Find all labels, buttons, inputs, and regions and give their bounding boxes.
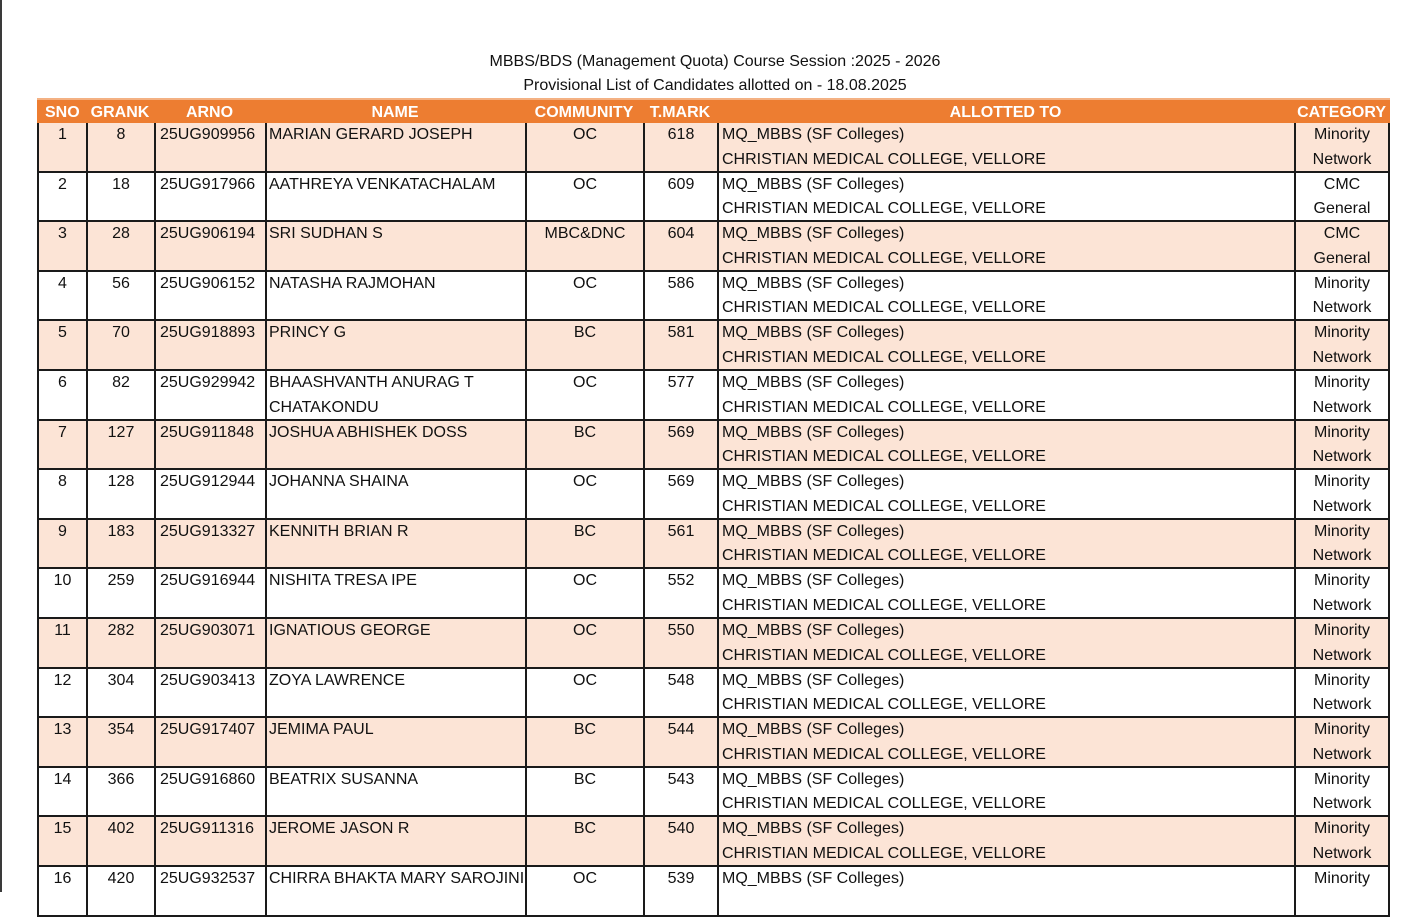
category-line2: Network xyxy=(1312,348,1372,366)
category-line2: Network xyxy=(1312,299,1372,317)
category-line1: Minority xyxy=(1313,324,1370,342)
cell-arno: 25UG916944 xyxy=(154,569,265,617)
table-row xyxy=(37,371,1390,421)
allotted-college: CHRISTIAN MEDICAL COLLEGE, VELLORE xyxy=(722,150,1046,168)
cell-grank: 18 xyxy=(86,173,154,221)
cell-community: BC xyxy=(525,520,643,568)
cell-community: OC xyxy=(525,272,643,320)
cell-sno: 1 xyxy=(37,123,86,171)
allotted-course: MQ_MBBS (SF Colleges) xyxy=(722,423,905,441)
cell-tmark: 544 xyxy=(643,718,717,766)
cell-community: OC xyxy=(525,867,643,915)
category-line1: Minority xyxy=(1313,274,1370,292)
cell-name: IGNATIOUS GEORGE xyxy=(265,619,525,667)
table-row xyxy=(37,272,1390,322)
category-line2: Network xyxy=(1312,596,1372,614)
cell-arno: 25UG913327 xyxy=(154,520,265,568)
category-line2: Network xyxy=(1312,448,1372,466)
cell-arno: 25UG903413 xyxy=(154,669,265,717)
category-line1: Minority xyxy=(1313,522,1370,540)
column-header-allotted-to: ALLOTTED TO xyxy=(949,104,1062,121)
column-header-name: NAME xyxy=(371,104,419,121)
cell-allotted-to xyxy=(717,421,1294,469)
cell-category xyxy=(1294,470,1390,518)
allotted-course: MQ_MBBS (SF Colleges) xyxy=(722,621,905,639)
allotted-college: CHRISTIAN MEDICAL COLLEGE, VELLORE xyxy=(722,596,1046,614)
allotted-course: MQ_MBBS (SF Colleges) xyxy=(722,820,905,838)
cell-community: OC xyxy=(525,669,643,717)
cell-sno: 4 xyxy=(37,272,86,320)
cell-allotted-to xyxy=(717,321,1294,369)
cell-community: BC xyxy=(525,817,643,865)
table-row xyxy=(37,321,1390,371)
category-line1: Minority xyxy=(1313,126,1370,143)
cell-arno: 25UG916860 xyxy=(154,768,265,816)
allotment-table xyxy=(37,98,1390,917)
allotted-college: CHRISTIAN MEDICAL COLLEGE, VELLORE xyxy=(722,348,1046,366)
cell-tmark: 577 xyxy=(643,371,717,419)
cell-arno: 25UG917966 xyxy=(154,173,265,221)
cell-grank: 354 xyxy=(86,718,154,766)
cell-category xyxy=(1294,718,1390,766)
table-body xyxy=(37,123,1390,917)
cell-grank: 127 xyxy=(86,421,154,469)
cell-tmark: 539 xyxy=(643,867,717,915)
document-subtitle: Provisional List of Candidates allotted on - 18.08.2025 xyxy=(523,77,907,94)
category-line1: Minority xyxy=(1313,373,1370,391)
cell-arno: 25UG906194 xyxy=(154,222,265,270)
cell-name: JOHANNA SHAINA xyxy=(265,470,525,518)
allotted-college: CHRISTIAN MEDICAL COLLEGE, VELLORE xyxy=(722,299,1046,317)
cell-allotted-to xyxy=(717,619,1294,667)
cell-grank: 420 xyxy=(86,867,154,915)
cell-sno: 16 xyxy=(37,867,86,915)
cell-arno: 25UG917407 xyxy=(154,718,265,766)
cell-grank: 304 xyxy=(86,669,154,717)
cell-arno: 25UG912944 xyxy=(154,470,265,518)
allotted-college: CHRISTIAN MEDICAL COLLEGE, VELLORE xyxy=(722,398,1046,416)
cell-community: OC xyxy=(525,123,643,171)
cell-category xyxy=(1294,222,1390,270)
allotted-course: MQ_MBBS (SF Colleges) xyxy=(722,473,905,491)
cell-community: BC xyxy=(525,768,643,816)
document-title: MBBS/BDS (Management Quota) Course Session :2025 - 2026 xyxy=(489,53,941,70)
category-line1: Minority xyxy=(1313,473,1370,491)
category-line2: General xyxy=(1313,200,1371,218)
cell-grank: 70 xyxy=(86,321,154,369)
cell-tmark: 604 xyxy=(643,222,717,270)
cell-arno: 25UG911316 xyxy=(154,817,265,865)
cell-sno: 11 xyxy=(37,619,86,667)
cell-grank: 402 xyxy=(86,817,154,865)
cell-arno: 25UG932537 xyxy=(154,867,265,915)
category-line2: Network xyxy=(1312,150,1372,168)
table-row xyxy=(37,222,1390,272)
table-row xyxy=(37,768,1390,818)
allotted-college: CHRISTIAN MEDICAL COLLEGE, VELLORE xyxy=(722,844,1046,862)
table-row xyxy=(37,619,1390,669)
cell-community: OC xyxy=(525,470,643,518)
cell-allotted-to xyxy=(717,768,1294,816)
cell-grank: 183 xyxy=(86,520,154,568)
column-header-arno: ARNO xyxy=(185,104,234,121)
category-line2: Network xyxy=(1312,497,1372,515)
cell-tmark: 561 xyxy=(643,520,717,568)
table-row xyxy=(37,173,1390,223)
table-row xyxy=(37,520,1390,570)
category-line1: Minority xyxy=(1313,671,1370,689)
cell-grank: 8 xyxy=(86,123,154,171)
cell-arno: 25UG909956 xyxy=(154,123,265,171)
cell-category xyxy=(1294,321,1390,369)
cell-sno: 2 xyxy=(37,173,86,221)
cell-community: MBC&DNC xyxy=(525,222,643,270)
cell-arno: 25UG911848 xyxy=(154,421,265,469)
cell-name: AATHREYA VENKATACHALAM xyxy=(265,173,525,221)
cell-allotted-to xyxy=(717,817,1294,865)
cell-name: ZOYA LAWRENCE xyxy=(265,669,525,717)
allotted-college: CHRISTIAN MEDICAL COLLEGE, VELLORE xyxy=(722,249,1046,267)
table-row xyxy=(37,718,1390,768)
cell-name: BHAASHVANTH ANURAG T CHATAKONDU xyxy=(265,371,525,419)
cell-category xyxy=(1294,669,1390,717)
cell-name: JOSHUA ABHISHEK DOSS xyxy=(265,421,525,469)
cell-sno: 3 xyxy=(37,222,86,270)
cell-category xyxy=(1294,867,1390,915)
cell-sno: 8 xyxy=(37,470,86,518)
cell-allotted-to xyxy=(717,470,1294,518)
cell-allotted-to xyxy=(717,569,1294,617)
category-line1: Minority xyxy=(1313,572,1370,590)
category-line1: CMC xyxy=(1323,175,1361,193)
cell-allotted-to xyxy=(717,123,1294,171)
cell-allotted-to xyxy=(717,371,1294,419)
cell-community: BC xyxy=(525,718,643,766)
cell-name: NATASHA RAJMOHAN xyxy=(265,272,525,320)
cell-grank: 28 xyxy=(86,222,154,270)
cell-tmark: 609 xyxy=(643,173,717,221)
cell-name: PRINCY G xyxy=(265,321,525,369)
cell-sno: 9 xyxy=(37,520,86,568)
cell-community: BC xyxy=(525,421,643,469)
cell-allotted-to xyxy=(717,272,1294,320)
category-line2: Network xyxy=(1312,745,1372,763)
cell-arno: 25UG906152 xyxy=(154,272,265,320)
allotted-course: MQ_MBBS (SF Colleges) xyxy=(722,126,905,143)
cell-sno: 13 xyxy=(37,718,86,766)
allotted-college: CHRISTIAN MEDICAL COLLEGE, VELLORE xyxy=(722,497,1046,515)
cell-allotted-to xyxy=(717,222,1294,270)
cell-tmark: 550 xyxy=(643,619,717,667)
category-line1: Minority xyxy=(1313,820,1370,838)
cell-allotted-to xyxy=(717,669,1294,717)
cell-sno: 5 xyxy=(37,321,86,369)
allotted-course: MQ_MBBS (SF Colleges) xyxy=(722,225,905,243)
cell-allotted-to xyxy=(717,520,1294,568)
cell-arno: 25UG903071 xyxy=(154,619,265,667)
cell-sno: 7 xyxy=(37,421,86,469)
cell-name: JEMIMA PAUL xyxy=(265,718,525,766)
cell-community: OC xyxy=(525,619,643,667)
cell-sno: 12 xyxy=(37,669,86,717)
category-line2: Network xyxy=(1312,795,1372,813)
table-row xyxy=(37,569,1390,619)
cell-category xyxy=(1294,173,1390,221)
cell-name: KENNITH BRIAN R xyxy=(265,520,525,568)
allotted-course: MQ_MBBS (SF Colleges) xyxy=(722,572,905,590)
allotted-course: MQ_MBBS (SF Colleges) xyxy=(722,373,905,391)
allotted-college: CHRISTIAN MEDICAL COLLEGE, VELLORE xyxy=(722,795,1046,813)
cell-sno: 6 xyxy=(37,371,86,419)
table-row xyxy=(37,817,1390,867)
allotted-course: MQ_MBBS (SF Colleges) xyxy=(722,274,905,292)
cell-category xyxy=(1294,371,1390,419)
table-header xyxy=(37,98,1390,123)
category-line2: Network xyxy=(1312,398,1372,416)
cell-category xyxy=(1294,768,1390,816)
cell-tmark: 586 xyxy=(643,272,717,320)
allotted-course: MQ_MBBS (SF Colleges) xyxy=(722,671,905,689)
cell-tmark: 569 xyxy=(643,421,717,469)
cell-grank: 282 xyxy=(86,619,154,667)
allotted-course: MQ_MBBS (SF Colleges) xyxy=(722,324,905,342)
category-line2: Network xyxy=(1312,547,1372,565)
cell-tmark: 552 xyxy=(643,569,717,617)
allotted-college: CHRISTIAN MEDICAL COLLEGE, VELLORE xyxy=(722,448,1046,466)
cell-tmark: 581 xyxy=(643,321,717,369)
allotted-course: MQ_MBBS (SF Colleges) xyxy=(722,522,905,540)
allotted-college: CHRISTIAN MEDICAL COLLEGE, VELLORE xyxy=(722,547,1046,565)
category-line1: Minority xyxy=(1313,621,1370,639)
allotted-course: MQ_MBBS (SF Colleges) xyxy=(722,721,905,739)
cell-tmark: 543 xyxy=(643,768,717,816)
cell-allotted-to xyxy=(717,718,1294,766)
cell-category xyxy=(1294,272,1390,320)
cell-category xyxy=(1294,569,1390,617)
cell-grank: 259 xyxy=(86,569,154,617)
allotted-college: CHRISTIAN MEDICAL COLLEGE, VELLORE xyxy=(722,745,1046,763)
column-header-tmark: T.MARK xyxy=(649,104,711,121)
allotted-college: CHRISTIAN MEDICAL COLLEGE, VELLORE xyxy=(722,696,1046,714)
cell-grank: 366 xyxy=(86,768,154,816)
cell-grank: 56 xyxy=(86,272,154,320)
allotted-college: CHRISTIAN MEDICAL COLLEGE, VELLORE xyxy=(722,646,1046,664)
cell-tmark: 569 xyxy=(643,470,717,518)
cell-grank: 82 xyxy=(86,371,154,419)
cell-name: JEROME JASON R xyxy=(265,817,525,865)
cell-sno: 15 xyxy=(37,817,86,865)
cell-name: SRI SUDHAN S xyxy=(265,222,525,270)
cell-tmark: 548 xyxy=(643,669,717,717)
cell-community: OC xyxy=(525,173,643,221)
category-line2: Network xyxy=(1312,844,1372,862)
column-header-category: CATEGORY xyxy=(1297,104,1386,121)
cell-category xyxy=(1294,421,1390,469)
cell-category xyxy=(1294,123,1390,171)
table-row xyxy=(37,470,1390,520)
cell-sno: 10 xyxy=(37,569,86,617)
category-line1: Minority xyxy=(1313,423,1370,441)
category-line1: Minority xyxy=(1313,869,1370,887)
cell-category xyxy=(1294,817,1390,865)
column-header-community: COMMUNITY xyxy=(534,104,634,121)
cell-arno: 25UG918893 xyxy=(154,321,265,369)
cell-name: BEATRIX SUSANNA xyxy=(265,768,525,816)
cell-name: NISHITA TRESA IPE xyxy=(265,569,525,617)
cell-allotted-to xyxy=(717,867,1294,915)
table-row xyxy=(37,669,1390,719)
cell-name: MARIAN GERARD JOSEPH xyxy=(265,123,525,171)
category-line2: Network xyxy=(1312,696,1372,714)
table-row xyxy=(37,421,1390,471)
column-header-sno: SNO xyxy=(45,104,80,121)
allotted-course: MQ_MBBS (SF Colleges) xyxy=(722,770,905,788)
column-header-grank: GRANK xyxy=(90,104,150,121)
cell-sno: 14 xyxy=(37,768,86,816)
page-left-edge xyxy=(0,0,2,892)
category-line1: CMC xyxy=(1323,225,1361,243)
cell-name: CHIRRA BHAKTA MARY SAROJINI xyxy=(265,867,525,915)
allotted-course: MQ_MBBS (SF Colleges) xyxy=(722,869,905,887)
cell-community: OC xyxy=(525,569,643,617)
cell-tmark: 540 xyxy=(643,817,717,865)
category-line1: Minority xyxy=(1313,770,1370,788)
cell-allotted-to xyxy=(717,173,1294,221)
cell-grank: 128 xyxy=(86,470,154,518)
cell-category xyxy=(1294,520,1390,568)
table-row xyxy=(37,123,1390,173)
allotted-college: CHRISTIAN MEDICAL COLLEGE, VELLORE xyxy=(722,200,1046,218)
cell-category xyxy=(1294,619,1390,667)
category-line1: Minority xyxy=(1313,721,1370,739)
category-line2: Network xyxy=(1312,646,1372,664)
category-line2: General xyxy=(1313,249,1371,267)
cell-community: OC xyxy=(525,371,643,419)
cell-community: BC xyxy=(525,321,643,369)
cell-tmark: 618 xyxy=(643,123,717,171)
allotted-course: MQ_MBBS (SF Colleges) xyxy=(722,175,905,193)
cell-arno: 25UG929942 xyxy=(154,371,265,419)
